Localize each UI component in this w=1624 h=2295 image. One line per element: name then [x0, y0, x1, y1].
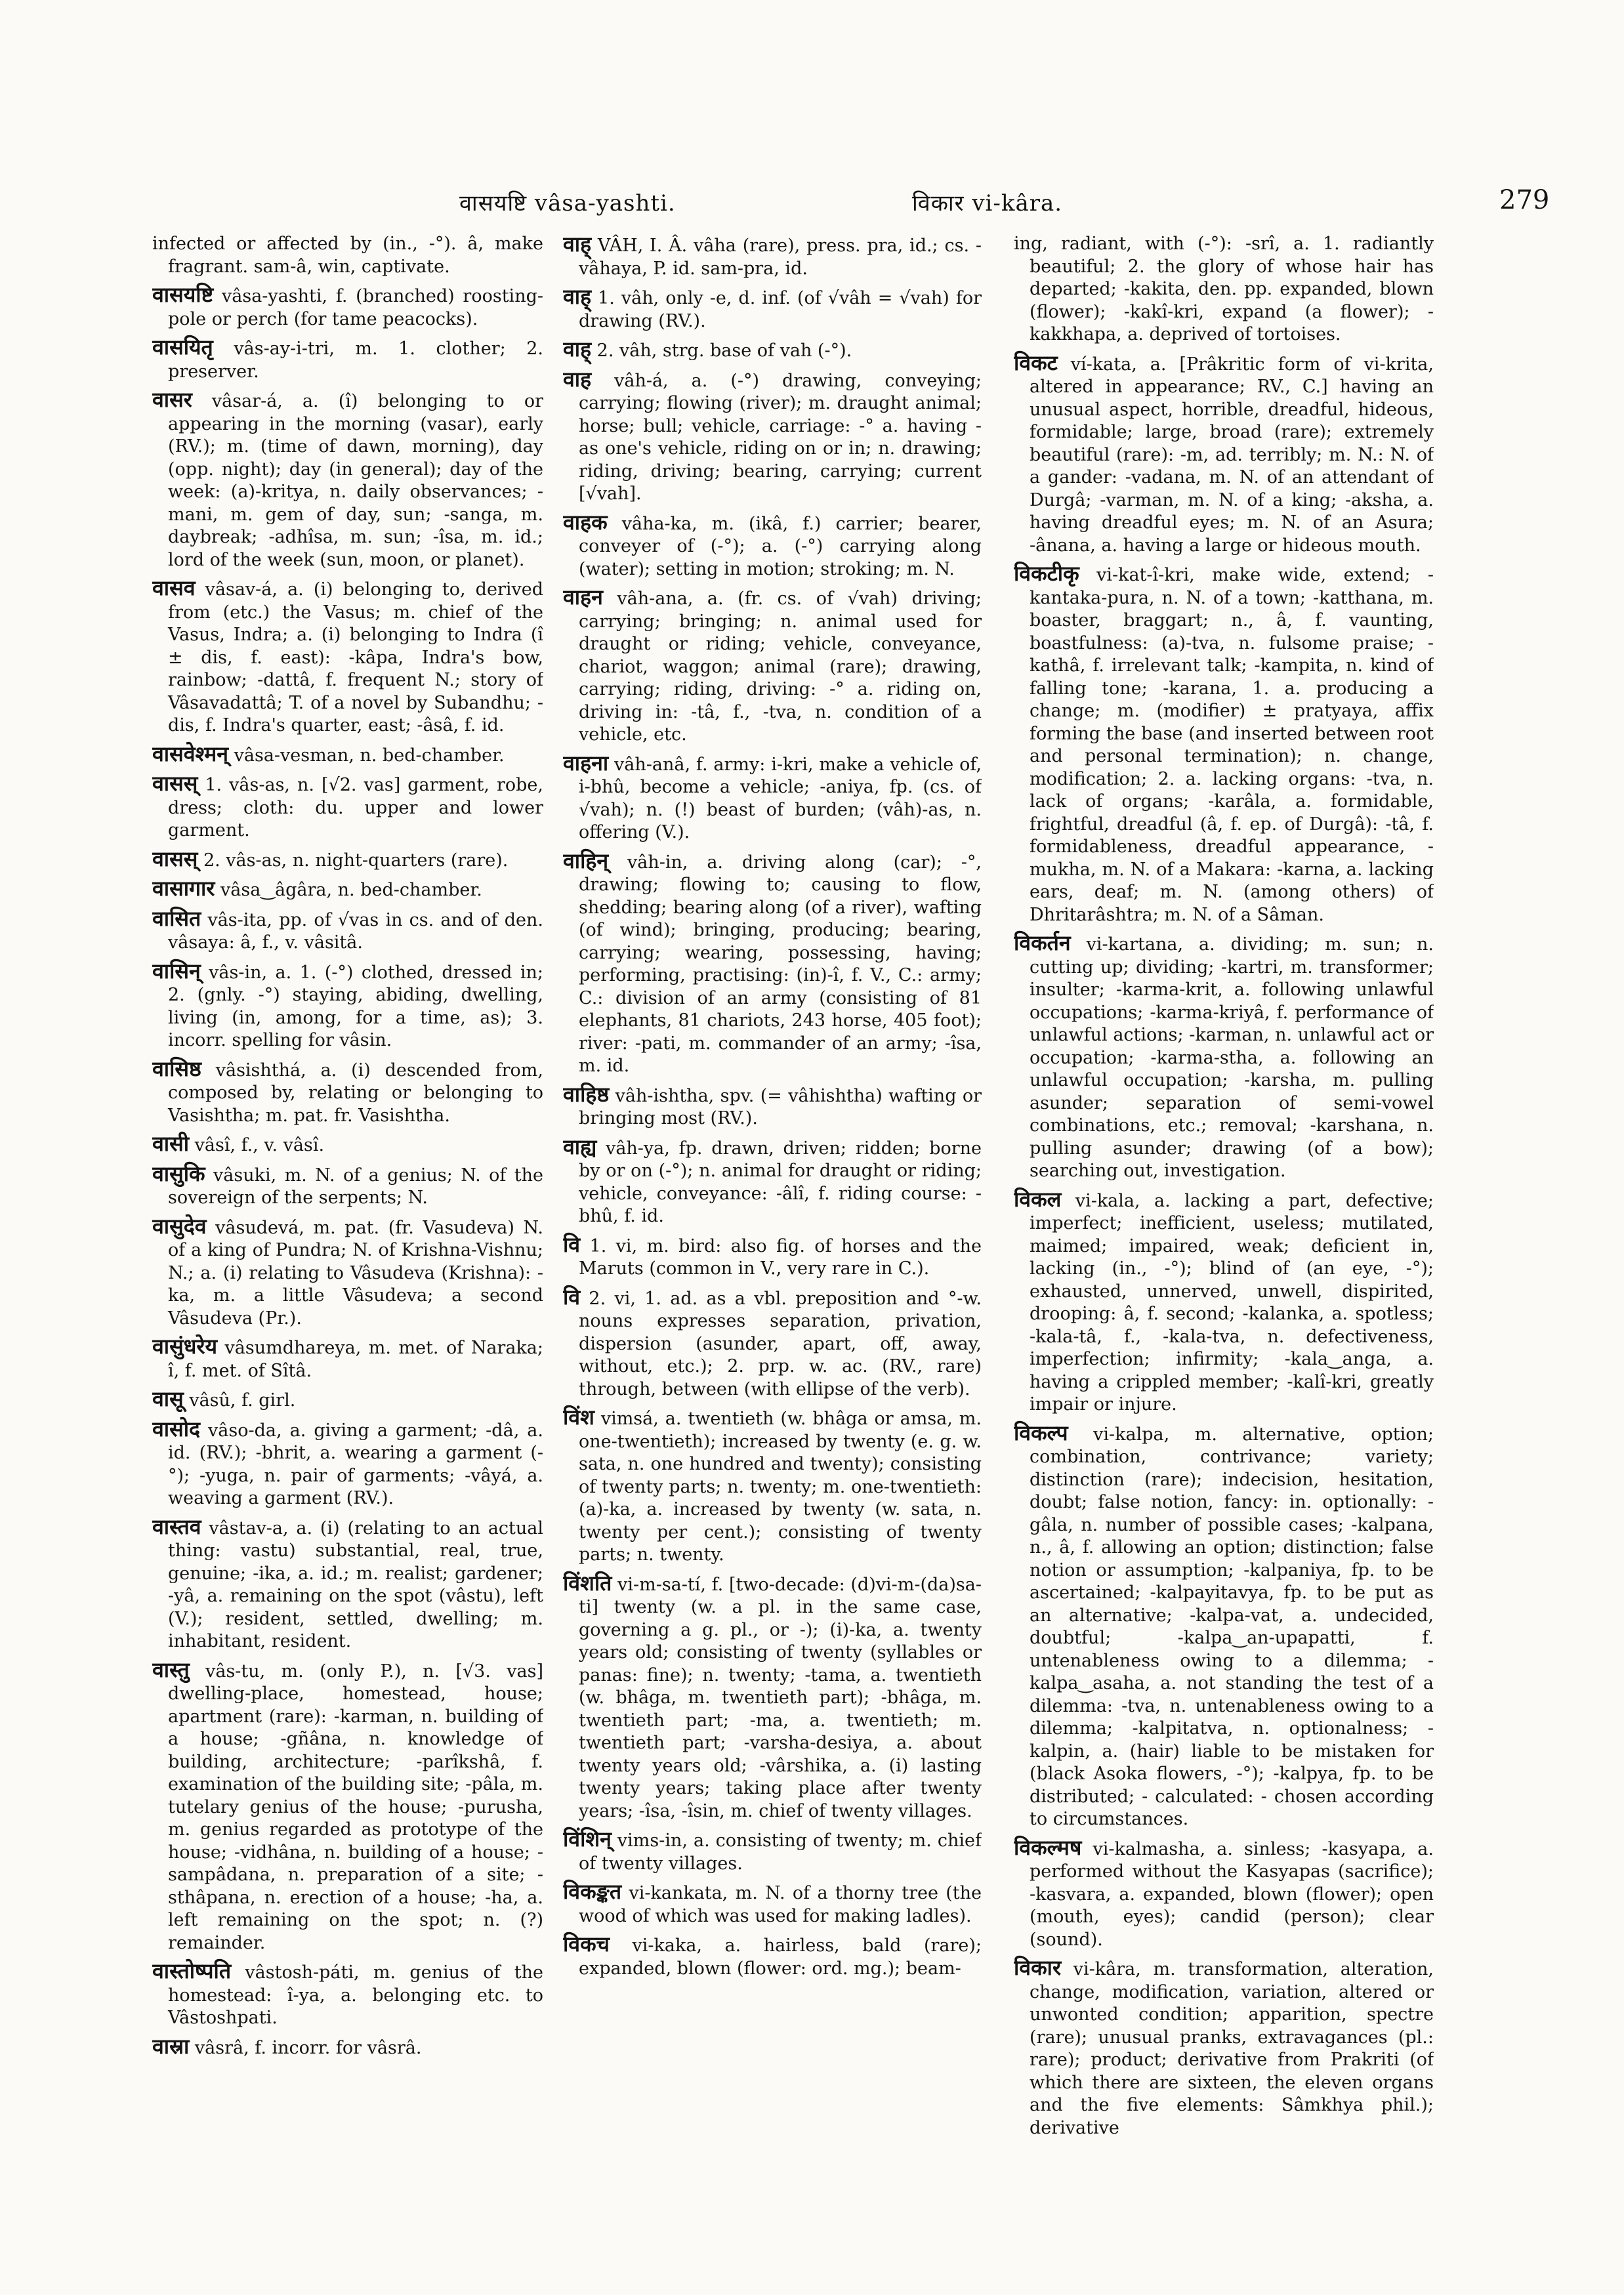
- entry-headword: वासोद: [152, 1416, 200, 1441]
- entry-definition: vi-kalmasha, a. sinless; -kasyapa, a. performed without the Kasyapas (sacrifice); -kasvara, a. expanded, blown (flower); open (mouth, eyes); candid (person); clear (sound).: [1030, 1838, 1434, 1950]
- entry-definition: 1. vi, m. bird: also fig. of horses and the Maruts (common in V., very rare in C.).: [579, 1235, 982, 1279]
- entry-definition: vi-kâra, m. transformation, alteration, change, modification, variation, altered or unwonted condition; apparition, spectre (rare); unusual pranks, extravagances (pl.: rare); product; derivative from Prakriti (of which there are sixteen, the eleven organs and the five elements: Sâmkhya phil.); derivative: [1030, 1959, 1434, 2138]
- entry-definition: vâsû, f. girl.: [189, 1390, 296, 1411]
- entry-headword: विकच: [563, 1932, 610, 1956]
- dictionary-entry: [563, 1828, 982, 1875]
- entry-definition: vi-kartana, a. dividing; m. sun; n. cutting up; dividing; -kartri, m. transformer; insulter; -karma-krit, a. following unlawful occupations; -karma-kriyâ, f. performance of unlawful actions; -karman, n. unlawful act or occupation; -karma-stha, a. following an unlawful occupation; -karsha, m. pulling asunder; separation of semi-vowel combinations, etc.; removal; -karshana, n. pulling asunder; drawing (of a bow); searching out, investigation.: [1030, 934, 1434, 1181]
- dictionary-entry: [563, 1933, 982, 1980]
- entry-headword: वाह्: [563, 337, 592, 362]
- dictionary-entry: [1014, 932, 1434, 1183]
- entry-definition: vâh-ishtha, spv. (= vâhishtha) wafting or bringing most (RV.).: [579, 1085, 982, 1128]
- entry-definition: ví-kata, a. [Prâkritic form of vi-krita, altered in appearance; RV., C.] having an unusual aspect, horrible, dreadful, hideous, formidable; large, broad (rare); extremely beautiful (rare): -m, ad. terribly; m. N.: N. of a gander: -vadana, m. N. of an attendant of Durgâ; -varman, m. N. of a king; -aksha, a. having dreadful eyes; m. N. of an Asura; -ânana, a. having a large or hideous mouth.: [1030, 354, 1434, 556]
- entry-headword: वासस्: [152, 771, 198, 796]
- entry-definition: vâsrâ, f. incorr. for vâsrâ.: [194, 2037, 422, 2058]
- entry-definition: vi-kat-î-kri, make wide, extend; -kantaka-pura, n. N. of a town; -katthana, m. boaster, braggart; n., â, f. vaunting, boastfulness: (a)-tva, n. fulsome praise; -kathâ, f. irrelevant talk; -kampita, n. kind of falling tone; -karana, 1. a. producing a change; m. (modifier) ± pratyaya, affix forming the base (and inserted between root and personal termination); n. change, modification; 2. a. lacking organs: -tva, n. lack of organs; -karâla, a. formidable, frightful, dreadful (â, f. ep. of Durgâ): -tâ, f. formidableness, dreadful appearance, -mukha, m. N. of a Makara: -karna, a. lacking ears, deaf; m. N. (among others) of Dhritarâshtra; m. N. of a Sâman.: [1030, 565, 1434, 925]
- entry-headword: विकटीकृ: [1014, 561, 1079, 586]
- dictionary-entry: [152, 743, 543, 768]
- entry-headword: वासू: [152, 1386, 184, 1411]
- entry-headword: विंशति: [563, 1570, 612, 1596]
- dictionary-entry: [1014, 233, 1434, 346]
- dictionary-entry: [563, 338, 982, 363]
- entry-definition: vâso-da, a. giving a garment; -dâ, a. id. (RV.); -bhrit, a. wearing a garment (-°); -yuga, n. pair of garments; -vâyá, a. weaving a garment (RV.).: [168, 1420, 543, 1508]
- entry-definition: vâstav-a, a. (i) (relating to an actual thing: vastu) substantial, real, true, genuine; -ika, a. id.; m. realist; gardener; -yâ, a. remaining on the spot (vâstu), left (V.); resident, settled, dwelling; m. inhabitant, resident.: [168, 1518, 543, 1651]
- dictionary-entry: [563, 1406, 982, 1567]
- entry-headword: वासव: [152, 575, 196, 600]
- entry-definition: 2. vi, 1. ad. as a vbl. preposition and °-w. nouns expresses separation, privation, dispersion (asunder, apart, off, away, without, etc.); 2. prp. w. ac. (RV., rare) through, between (with ellipse of the verb).: [579, 1288, 982, 1399]
- entry-definition: infected or affected by (in., -°). â, make fragrant. sam-â, win, captivate.: [152, 234, 543, 277]
- dictionary-entry: [152, 772, 543, 842]
- entry-definition: vims-in, a. consisting of twenty; m. chief of twenty villages.: [579, 1830, 982, 1874]
- entry-headword: वासित: [152, 905, 201, 931]
- dictionary-entry: [152, 2035, 543, 2060]
- entry-definition: vâsa-vesman, n. bed-chamber.: [234, 745, 505, 766]
- entry-definition: vi-kala, a. lacking a part, defective; imperfect; inefficient, useless; mutilated, maimed; impaired, weak; deficient in, lacking (in., -°); blind of (an eye, -°); exhausted, unnerved, unwell, dispirited, drooping: â, f. second; -kalanka, a. spotless; -kala-tâ, f., -kala-tva, n. defectiveness, imperfection; infirmity; -kala‿anga, a. having a crippled member; -kalî-kri, greatly impair or injure.: [1030, 1190, 1434, 1415]
- entry-headword: वि: [563, 1231, 581, 1257]
- entry-headword: वाहिष्ठ: [563, 1081, 610, 1107]
- entry-headword: विकट: [1014, 350, 1058, 375]
- entry-definition: VÂH, I. Â. vâha (rare), press. pra, id.; cs. -vâhaya, P. id. sam-pra, id.: [579, 236, 982, 279]
- entry-definition: 2. vâh, strg. base of vah (-°).: [596, 341, 852, 361]
- entry-definition: vâsumdhareya, m. met. of Naraka; î, f. met. of Sîtâ.: [168, 1338, 543, 1381]
- dictionary-entry: [563, 1083, 982, 1130]
- dictionary-entry: [152, 848, 543, 873]
- entry-definition: vâsa‿âgâra, n. bed-chamber.: [220, 880, 482, 900]
- entry-headword: वास्तव: [152, 1514, 201, 1539]
- dictionary-entry: [563, 1136, 982, 1228]
- entry-definition: vâs-tu, m. (only P.), n. [√3. vas] dwelling-place, homestead, house; apartment (rare): -karman, n. building of a house; -gñâna, n. knowledge of building, architecture; -parîkshâ, f. examination of the building site; -pâla, m. tutelary genius of the house; -purusha, m. genius regarded as prototype of the house; -vidhâna, n. building of a house; -sampâdana, n. preparation of a site; -sthâpana, n. erection of a house; -ha, a. left remaining on the spot; n. (?) remainder.: [168, 1661, 543, 1953]
- entry-headword: वि: [563, 1284, 581, 1310]
- dictionary-entry: [152, 1058, 543, 1128]
- dictionary-entry: [1014, 352, 1434, 558]
- entry-headword: विकङ्कत: [563, 1879, 622, 1904]
- entry-headword: वासुदेव: [152, 1213, 207, 1239]
- dictionary-entry: [563, 586, 982, 747]
- dictionary-entry: [152, 877, 543, 902]
- entry-headword: वासर: [152, 387, 192, 412]
- entry-headword: वाह्: [563, 284, 592, 309]
- entry-definition: vâh-á, a. (-°) drawing, conveying; carrying; flowing (river); m. draught animal; horse; bull; vehicle, carriage: -° a. having - as one's vehicle, riding on or in; n. drawing; riding, driving; bearing, carrying; current [√vah].: [579, 370, 982, 504]
- page-header: [0, 0, 1624, 223]
- dictionary-entry: [563, 1572, 982, 1823]
- running-head-left: वासयष्टि vâsa-yashti.: [459, 190, 676, 217]
- entry-definition: 1. vâs-as, n. [√2. vas] garment, robe, dress; cloth: du. upper and lower garment.: [168, 775, 543, 840]
- dictionary-entry: [563, 368, 982, 506]
- entry-definition: vâstosh-páti, m. genius of the homestead: î-ya, a. belonging etc. to Vâstoshpati.: [168, 1962, 543, 2028]
- dictionary-entry: [1014, 562, 1434, 926]
- dictionary-entry: [152, 1516, 543, 1653]
- dictionary-entry: [152, 1163, 543, 1210]
- dictionary-entry: [563, 1233, 982, 1281]
- entry-headword: वासस्: [152, 846, 198, 871]
- entry-definition: vâh-ya, fp. drawn, driven; ridden; borne by or on (-°); n. animal for draught or riding; vehicle, conveyance: -âlî, f. riding course: -bhû, f. id.: [579, 1138, 982, 1226]
- dictionary-column-3: [1014, 233, 1434, 2273]
- entry-headword: वाहिन्: [563, 848, 609, 873]
- dictionary-entry: [152, 577, 543, 737]
- entry-definition: vâsudevá, m. pat. (fr. Vasudeva) N. of a king of Pundra; N. of Krishna-Vishnu; N.; a. (i) relating to Vâsudeva (Krishna): -ka, m. a little Vâsudeva; a second Vâsudeva (Pr.).: [168, 1217, 543, 1329]
- entry-headword: विकल्मष: [1014, 1834, 1082, 1860]
- entry-headword: वासिष्ठ: [152, 1056, 201, 1081]
- entry-headword: वासागार: [152, 876, 215, 901]
- entry-definition: vi-kalpa, m. alternative, option; combination, contrivance; variety; distinction (rare); indecision, hesitation, doubt; false notion, fancy: in. optionally: -gâla, n. number of possible cases; -kalpana, n., â, f. allowing an option; distinction; false notion or assumption; -kalpaniya, fp. to be ascertained; -kalpayitavya, fp. to be put as an alternative; -kalpa-vat, a. undecided, doubtful; -kalpa‿an-upapatti, f. untenableness owing to a dilemma; -kalpa‿asaha, a. not standing the test of a dilemma: -tva, n. untenableness owing to a dilemma; -kalpitatva, n. optionalness; -kalpin, a. (hair) liable to be mistaken for (black Asoka flowers, -°); -kalpya, fp. to be distributed; - calculated: - chosen according to circumstances.: [1030, 1424, 1434, 1829]
- dictionary-entry: [152, 1418, 543, 1510]
- entry-definition: vâh-in, a. driving along (car); -°, drawing; flowing to; causing to flow, shedding; bearing along (of a river), wafting (of wind); bringing, producing; bearing, carrying; wearing, possessing, having; performing, practising: (in)-î, f. V., C.: army; C.: division of an army (consisting of 81 elephants, 81 chariots, 243 horse, 405 foot); river: -pati, m. commander of an army; -îsa, m. id.: [579, 852, 982, 1076]
- dictionary-entry: [152, 1215, 543, 1331]
- page-number: 279: [1499, 185, 1550, 215]
- entry-definition: vâsishthá, a. (i) descended from, composed by, relating or belonging to Vasishtha; m. pat. fr. Vasishtha.: [168, 1060, 543, 1126]
- entry-definition: vâsa-yashti, f. (branched) roosting-pole or perch (for tame peacocks).: [168, 286, 543, 329]
- dictionary-entry: [152, 233, 543, 278]
- dictionary-entry: [152, 1659, 543, 1955]
- entry-definition: 1. vâh, only -e, d. inf. (of √vâh = √vah) for drawing (RV.).: [579, 288, 982, 331]
- dictionary-entry: [152, 1335, 543, 1382]
- entry-headword: वासिन्: [152, 958, 201, 983]
- dictionary-entry: [152, 1388, 543, 1413]
- entry-headword: वासयष्टि: [152, 282, 214, 307]
- entry-headword: विकल्प: [1014, 1420, 1068, 1445]
- entry-headword: विकार: [1014, 1955, 1062, 1980]
- entry-headword: वासवेश्मन्: [152, 741, 229, 766]
- entry-definition: vâs-in, a. 1. (-°) clothed, dressed in; 2. (gnly. -°) staying, abiding, dwelling, living (in, among, for a time, as); 3. incorr. spelling for vâsin.: [168, 962, 543, 1050]
- entry-headword: वाहना: [563, 750, 609, 775]
- entry-headword: विकर्तन: [1014, 930, 1071, 955]
- entry-definition: vâs-ita, pp. of √vas in cs. and of den. vâsaya: â, f., v. vâsitâ.: [168, 909, 543, 953]
- dictionary-entry: [1014, 1836, 1434, 1952]
- entry-headword: वाहन: [563, 585, 603, 610]
- dictionary-entry: [563, 233, 982, 280]
- entry-headword: विंश: [563, 1405, 594, 1430]
- dictionary-entry: [563, 511, 982, 581]
- entry-headword: वास्तोष्पति: [152, 1958, 232, 1983]
- entry-definition: vâsav-á, a. (i) belonging to, derived from (etc.) the Vasus; m. chief of the Vasus, Indra; a. (i) belonging to Indra (î ± dis, f. east): -kâpa, Indra's bow, rainbow; -dattâ, f. frequent N.; story of Vâsavadattâ; T. of a novel by Subandhu; -dis, f. Indra's quarter, east; -âsâ, f. id.: [168, 579, 543, 735]
- dictionary-entry: [152, 1132, 543, 1157]
- entry-headword: वाह: [563, 366, 592, 392]
- entry-headword: विकल: [1014, 1186, 1062, 1212]
- dictionary-entry: [152, 283, 543, 331]
- entry-headword: वाह्: [563, 233, 592, 257]
- entry-definition: vâh-anâ, f. army: i-kri, make a vehicle of, i-bhû, become a vehicle; -aniya, fp. (cs. of √vah); n. (!) beast of burden; (vâh)-as, n. offering (V.).: [579, 754, 982, 842]
- dictionary-entry: [152, 336, 543, 383]
- entry-headword: वासुंधरेय: [152, 1334, 218, 1359]
- entry-definition: vâha-ka, m. (ikâ, f.) carrier; bearer, conveyer of (-°); a. (-°) carrying along (water); setting in motion; stroking; m. N.: [579, 513, 982, 579]
- dictionary-entry: [152, 388, 543, 571]
- entry-definition: vimsá, a. twentieth (w. bhâga or amsa, m. one-twentieth); increased by twenty (e. g. w. sata, n. one hundred and twenty); consisting of twenty parts; n. twenty; m. one-twentieth: (a)-ka, a. increased by twenty (w. sata, n. twenty per cent.); consisting of twenty parts; n. twenty.: [579, 1409, 982, 1565]
- dictionary-entry: [1014, 1422, 1434, 1831]
- entry-headword: वाह्य: [563, 1134, 597, 1159]
- entry-definition: vi-m-sa-tí, f. [two-decade: (d)vi-m-(da)sa-ti] twenty (w. a pl. in the same case, governing a g. pl., or -); (i)-ka, a. twenty years old; consisting of twenty (syllables or panas: fine); n. twenty; -tama, a. twentieth (w. bhâga, m. twentieth part); -bhâga, m. twentieth part; -ma, a. twentieth; m. twentieth part; -varsha-desiya, a. about twenty years old; -vârshika, a. (i) lasting twenty years; taking place after twenty years; -îsa, -îsin, m. chief of twenty villages.: [579, 1574, 982, 1821]
- dictionary-column-2: [563, 233, 982, 2273]
- dictionary-entry: [563, 850, 982, 1078]
- entry-definition: vi-kaka, a. hairless, bald (rare); expanded, blown (flower: ord. mg.); beam-: [579, 1935, 982, 1979]
- entry-definition: ing, radiant, with (-°): -srî, a. 1. radiantly beautiful; 2. the glory of whose hair has departed; -kakita, den. pp. expanded, blown (flower); -kakî-kri, expand (a flower); -kakkhapa, a. deprived of tortoises.: [1014, 234, 1434, 344]
- entry-definition: vâh-ana, a. (fr. cs. of √vah) driving; carrying; bringing; n. animal used for draught or riding; vehicle, conveyance, chariot, waggon; animal (rare); drawing, carrying; riding, driving: -° a. riding on, driving in: -tâ, f., -tva, n. condition of a vehicle, etc.: [579, 589, 982, 745]
- dictionary-entry: [1014, 1956, 1434, 2140]
- entry-headword: वास्तु: [152, 1657, 190, 1682]
- entry-headword: विंशिन्: [563, 1827, 612, 1851]
- dictionary-entry: [152, 1960, 543, 2030]
- entry-headword: वास्रा: [152, 2033, 190, 2059]
- dictionary-column-1: [152, 233, 543, 2273]
- running-head-right: विकार vi-kâra.: [912, 190, 1063, 217]
- dictionary-entry: [1014, 1188, 1434, 1416]
- entry-definition: vâsar-á, a. (î) belonging to or appearing in the morning (vasar), early (RV.); m. (time of dawn, morning), day (opp. night); day (in general); day of the week: (a)-kritya, n. daily observances; -mani, m. gem of day, sun; -sanga, m. daybreak; -adhîsa, m. sun; -îsa, m. id.; lord of the week (sun, moon, or planet).: [168, 391, 543, 570]
- dictionary-entry: [152, 960, 543, 1052]
- dictionary-entry: [563, 752, 982, 844]
- dictionary-entry: [563, 1880, 982, 1928]
- dictionary-entry: [563, 285, 982, 333]
- entry-headword: वासी: [152, 1131, 190, 1156]
- entry-definition: vi-kankata, m. N. of a thorny tree (the wood of which was used for making ladles).: [579, 1883, 982, 1926]
- entry-headword: वाहक: [563, 509, 608, 535]
- dictionary-entry: [152, 907, 543, 955]
- dictionary-entry: [563, 1286, 982, 1401]
- entry-definition: vâsî, f., v. vâsî.: [194, 1135, 325, 1155]
- entry-definition: 2. vâs-as, n. night-quarters (rare).: [203, 850, 509, 871]
- entry-headword: वासुकि: [152, 1161, 205, 1186]
- entry-definition: vâsuki, m. N. of a genius; N. of the sovereign of the serpents; N.: [168, 1165, 543, 1208]
- entry-definition: vâs-ay-i-tri, m. 1. clother; 2. preserver.: [168, 339, 543, 382]
- entry-headword: वासयितृ: [152, 335, 213, 360]
